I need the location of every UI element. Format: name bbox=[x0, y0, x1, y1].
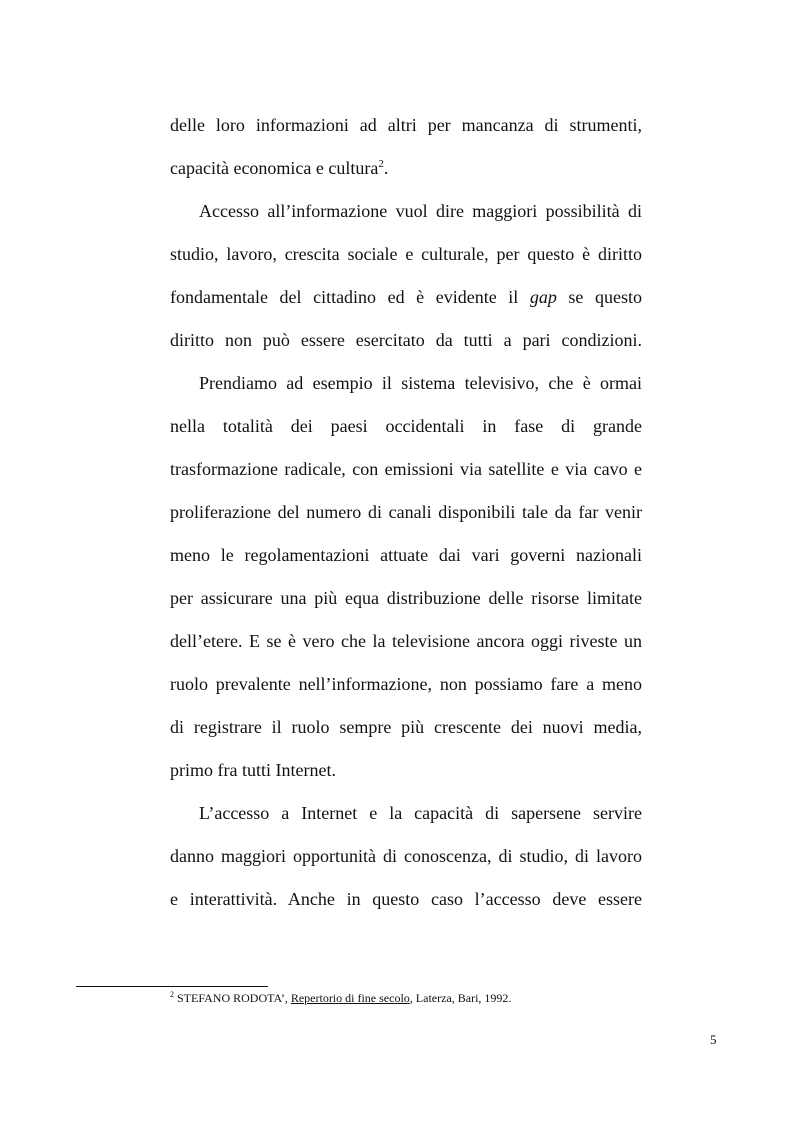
text-fragment: capacità economica e cultura bbox=[170, 158, 379, 178]
text-fragment: se questo bbox=[556, 287, 642, 307]
emphasis-gap: gap bbox=[529, 287, 557, 307]
text-line: primo fra tutti Internet. bbox=[170, 760, 336, 780]
text-line: di registrare il ruolo sempre più crescente dei nuovi media, bbox=[170, 717, 642, 737]
text-line: diritto non può essere esercitato da tutti a pari condizioni. bbox=[170, 330, 642, 350]
text-line: ruolo prevalente nell’informazione, non possiamo fare a meno bbox=[170, 674, 642, 694]
footnote bbox=[170, 989, 511, 1007]
text-fragment: fondamentale del cittadino ed è evidente il bbox=[170, 287, 530, 307]
text-line: danno maggiori opportunità di conoscenza, di studio, di lavoro bbox=[170, 846, 642, 866]
text-line: L’accesso a Internet e la capacità di sapersene servire bbox=[199, 803, 642, 823]
text-line: nella totalità dei paesi occidentali in fase di grande bbox=[170, 416, 642, 436]
text-line: dell’etere. E se è vero che la televisione ancora oggi riveste un bbox=[170, 631, 642, 651]
text-line: studio, lavoro, crescita sociale e culturale, per questo è diritto bbox=[170, 244, 642, 264]
footnote-publisher: , Laterza, Bari, 1992. bbox=[409, 991, 512, 1005]
text-line: e interattività. Anche in questo caso l’accesso deve essere bbox=[170, 889, 642, 909]
text-fragment: . bbox=[383, 158, 389, 178]
page-number: 5 bbox=[710, 1032, 717, 1047]
footnote-separator bbox=[76, 986, 268, 987]
text-line: Accesso all’informazione vuol dire maggiori possibilità di bbox=[199, 201, 642, 221]
text-line bbox=[170, 285, 642, 309]
text-line: trasformazione radicale, con emissioni via satellite e via cavo e bbox=[170, 459, 642, 479]
text-line bbox=[170, 156, 642, 180]
text-line: delle loro informazioni ad altri per mancanza di strumenti, bbox=[170, 115, 642, 135]
text-line: Prendiamo ad esempio il sistema televisivo, che è ormai bbox=[199, 373, 642, 393]
footnote-title: Repertorio di fine secolo bbox=[290, 991, 410, 1005]
text-line: proliferazione del numero di canali disponibili tale da far venir bbox=[170, 502, 642, 522]
footnote-number: 2 bbox=[170, 990, 174, 999]
text-line: per assicurare una più equa distribuzione delle risorse limitate bbox=[170, 588, 642, 608]
footnote-ref[interactable]: 2 bbox=[378, 158, 384, 170]
footnote-author: STEFANO RODOTA’, bbox=[174, 991, 291, 1005]
text-line: meno le regolamentazioni attuate dai vari governi nazionali bbox=[170, 545, 642, 565]
